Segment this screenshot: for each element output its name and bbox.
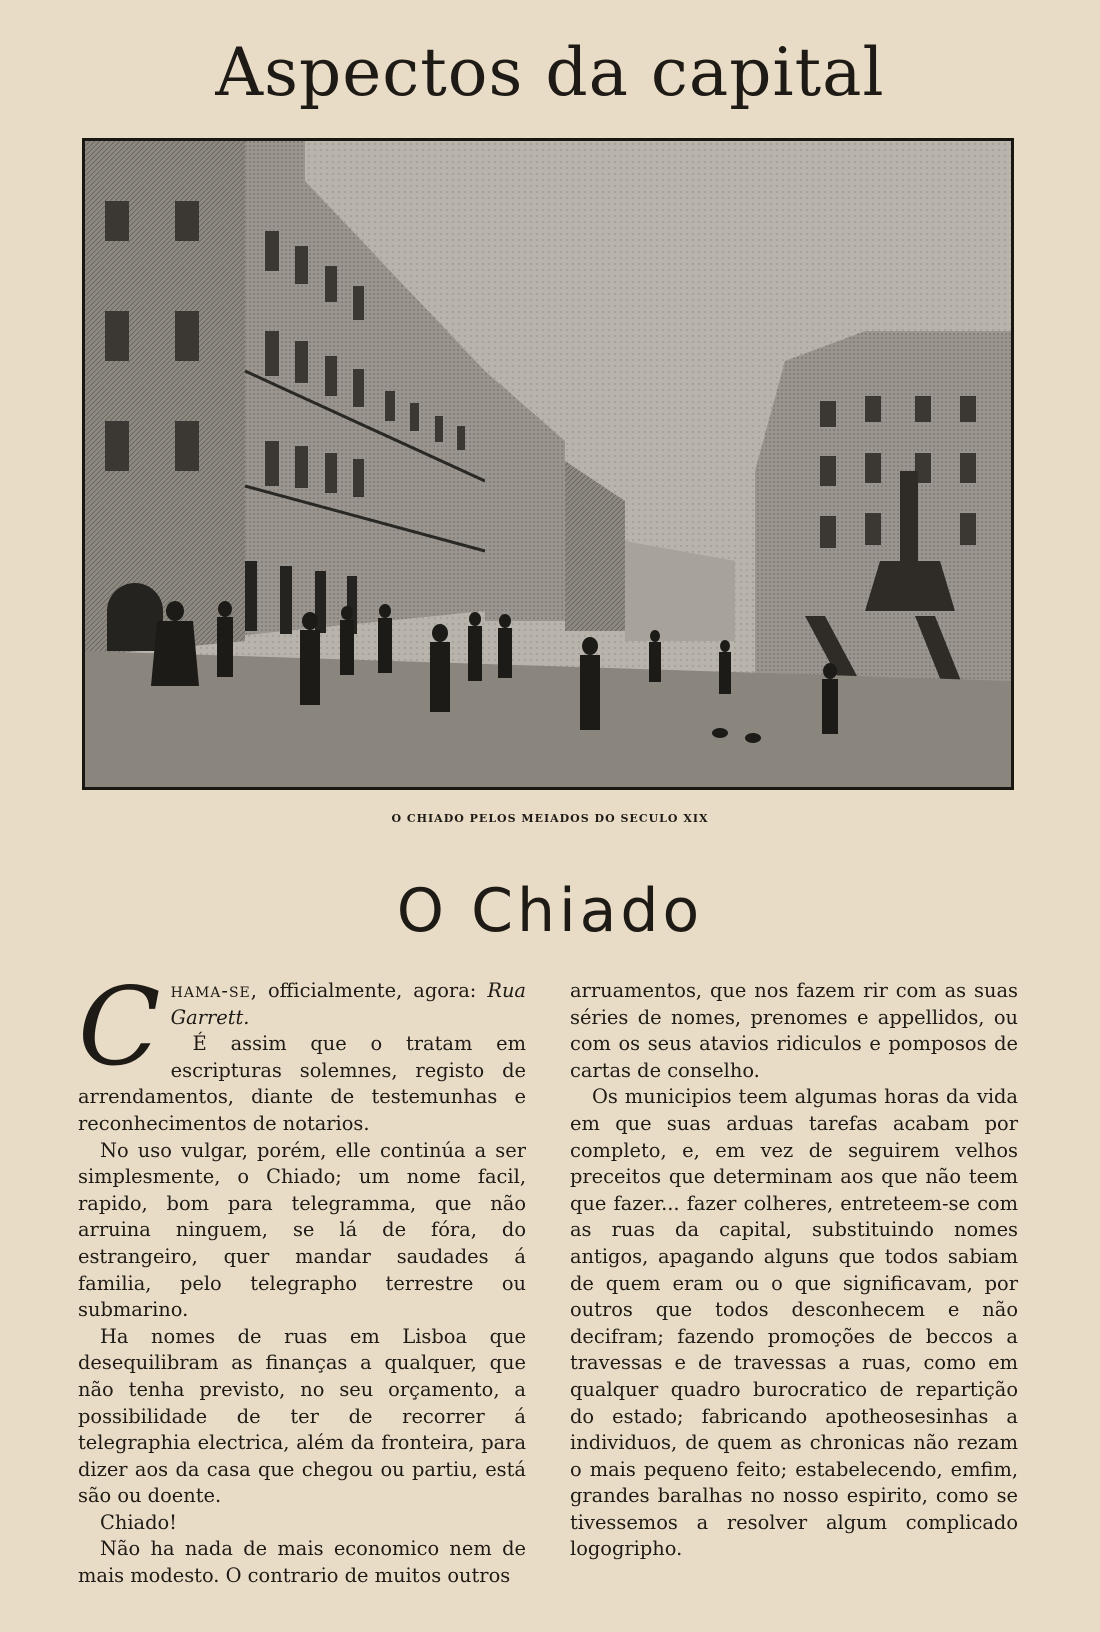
paragraph-6: Não ha nada de mais economico nem de mais modesto. O contrario de muitos outros — [78, 1537, 526, 1588]
paragraph-4: Ha nomes de ruas em Lisboa que desequilibram as finanças a qualquer, que não tenha previsto, no seu orçamento, a possibilidade de ter de recorrer á telegraphia electrica, além da fronteira, para dizer aos da casa que chegou ou partiu, está são ou doente. — [78, 1324, 526, 1508]
first-word: hama-se — [170, 979, 251, 1002]
text-column-left — [78, 965, 526, 1590]
paragraph-7: arruamentos, que nos fazem rir com as suas séries de nomes, prenomes e appellidos, ou com os seus atavios ridiculos e pomposos de cartas de conselho. — [570, 979, 1018, 1082]
paragraph-2: É assim que o tratam em escripturas solemnes, registo de arrendamentos, diante de testemunhas e reconhecimentos de notarios. — [78, 1032, 526, 1135]
article-title: O Chiado — [396, 876, 704, 946]
paragraph-3: No uso vulgar, porém, elle continúa a ser simplesmente, o Chiado; um nome facil, rapido, bom para telegramma, que não arruina ninguem, se lá de fóra, do estrangeiro, quer mandar saudades á familia, pelo telegrapho terrestre ou submarino. — [78, 1138, 526, 1322]
street-name: Rua Garrett. — [170, 979, 526, 1029]
engraving-picture — [85, 141, 1011, 787]
page-header-title: Aspectos da capital — [215, 34, 885, 111]
paragraph-8: Os municipios teem algumas horas da vida em que suas arduas tarefas acabam por completo, e, em vez de seguirem velhos preceitos que determinam aos que não teem que fazer... fazer colheres, entreteem-se com as ruas da capital, substituindo nomes antigos, apagando alguns que todos sabiam de quem eram ou o que significavam, por outros que todos desconhecem e não decifram; fazendo promoções de beccos a travessas e de travessas a ruas, como em qualquer quadro burocratico de repartição do estado; fabricando apotheosesinhas a individuos, de quem as chronicas não rezam o mais pequeno feito; estabelecendo, emfim, grandes baralhas no nosso espirito, como se tivessemos a resolver algum complicado logogripho. — [570, 1085, 1018, 1561]
paragraph-5: Chiado! — [100, 1510, 177, 1534]
paragraph-1-text: , officialmente, agora: — [250, 979, 488, 1002]
chiado-engraving — [82, 138, 1014, 790]
illustration-caption: O CHIADO PELOS MEIADOS DO SECULO XIX — [391, 812, 709, 825]
drop-cap: C — [78, 965, 161, 1090]
text-column-right — [570, 978, 1018, 1563]
